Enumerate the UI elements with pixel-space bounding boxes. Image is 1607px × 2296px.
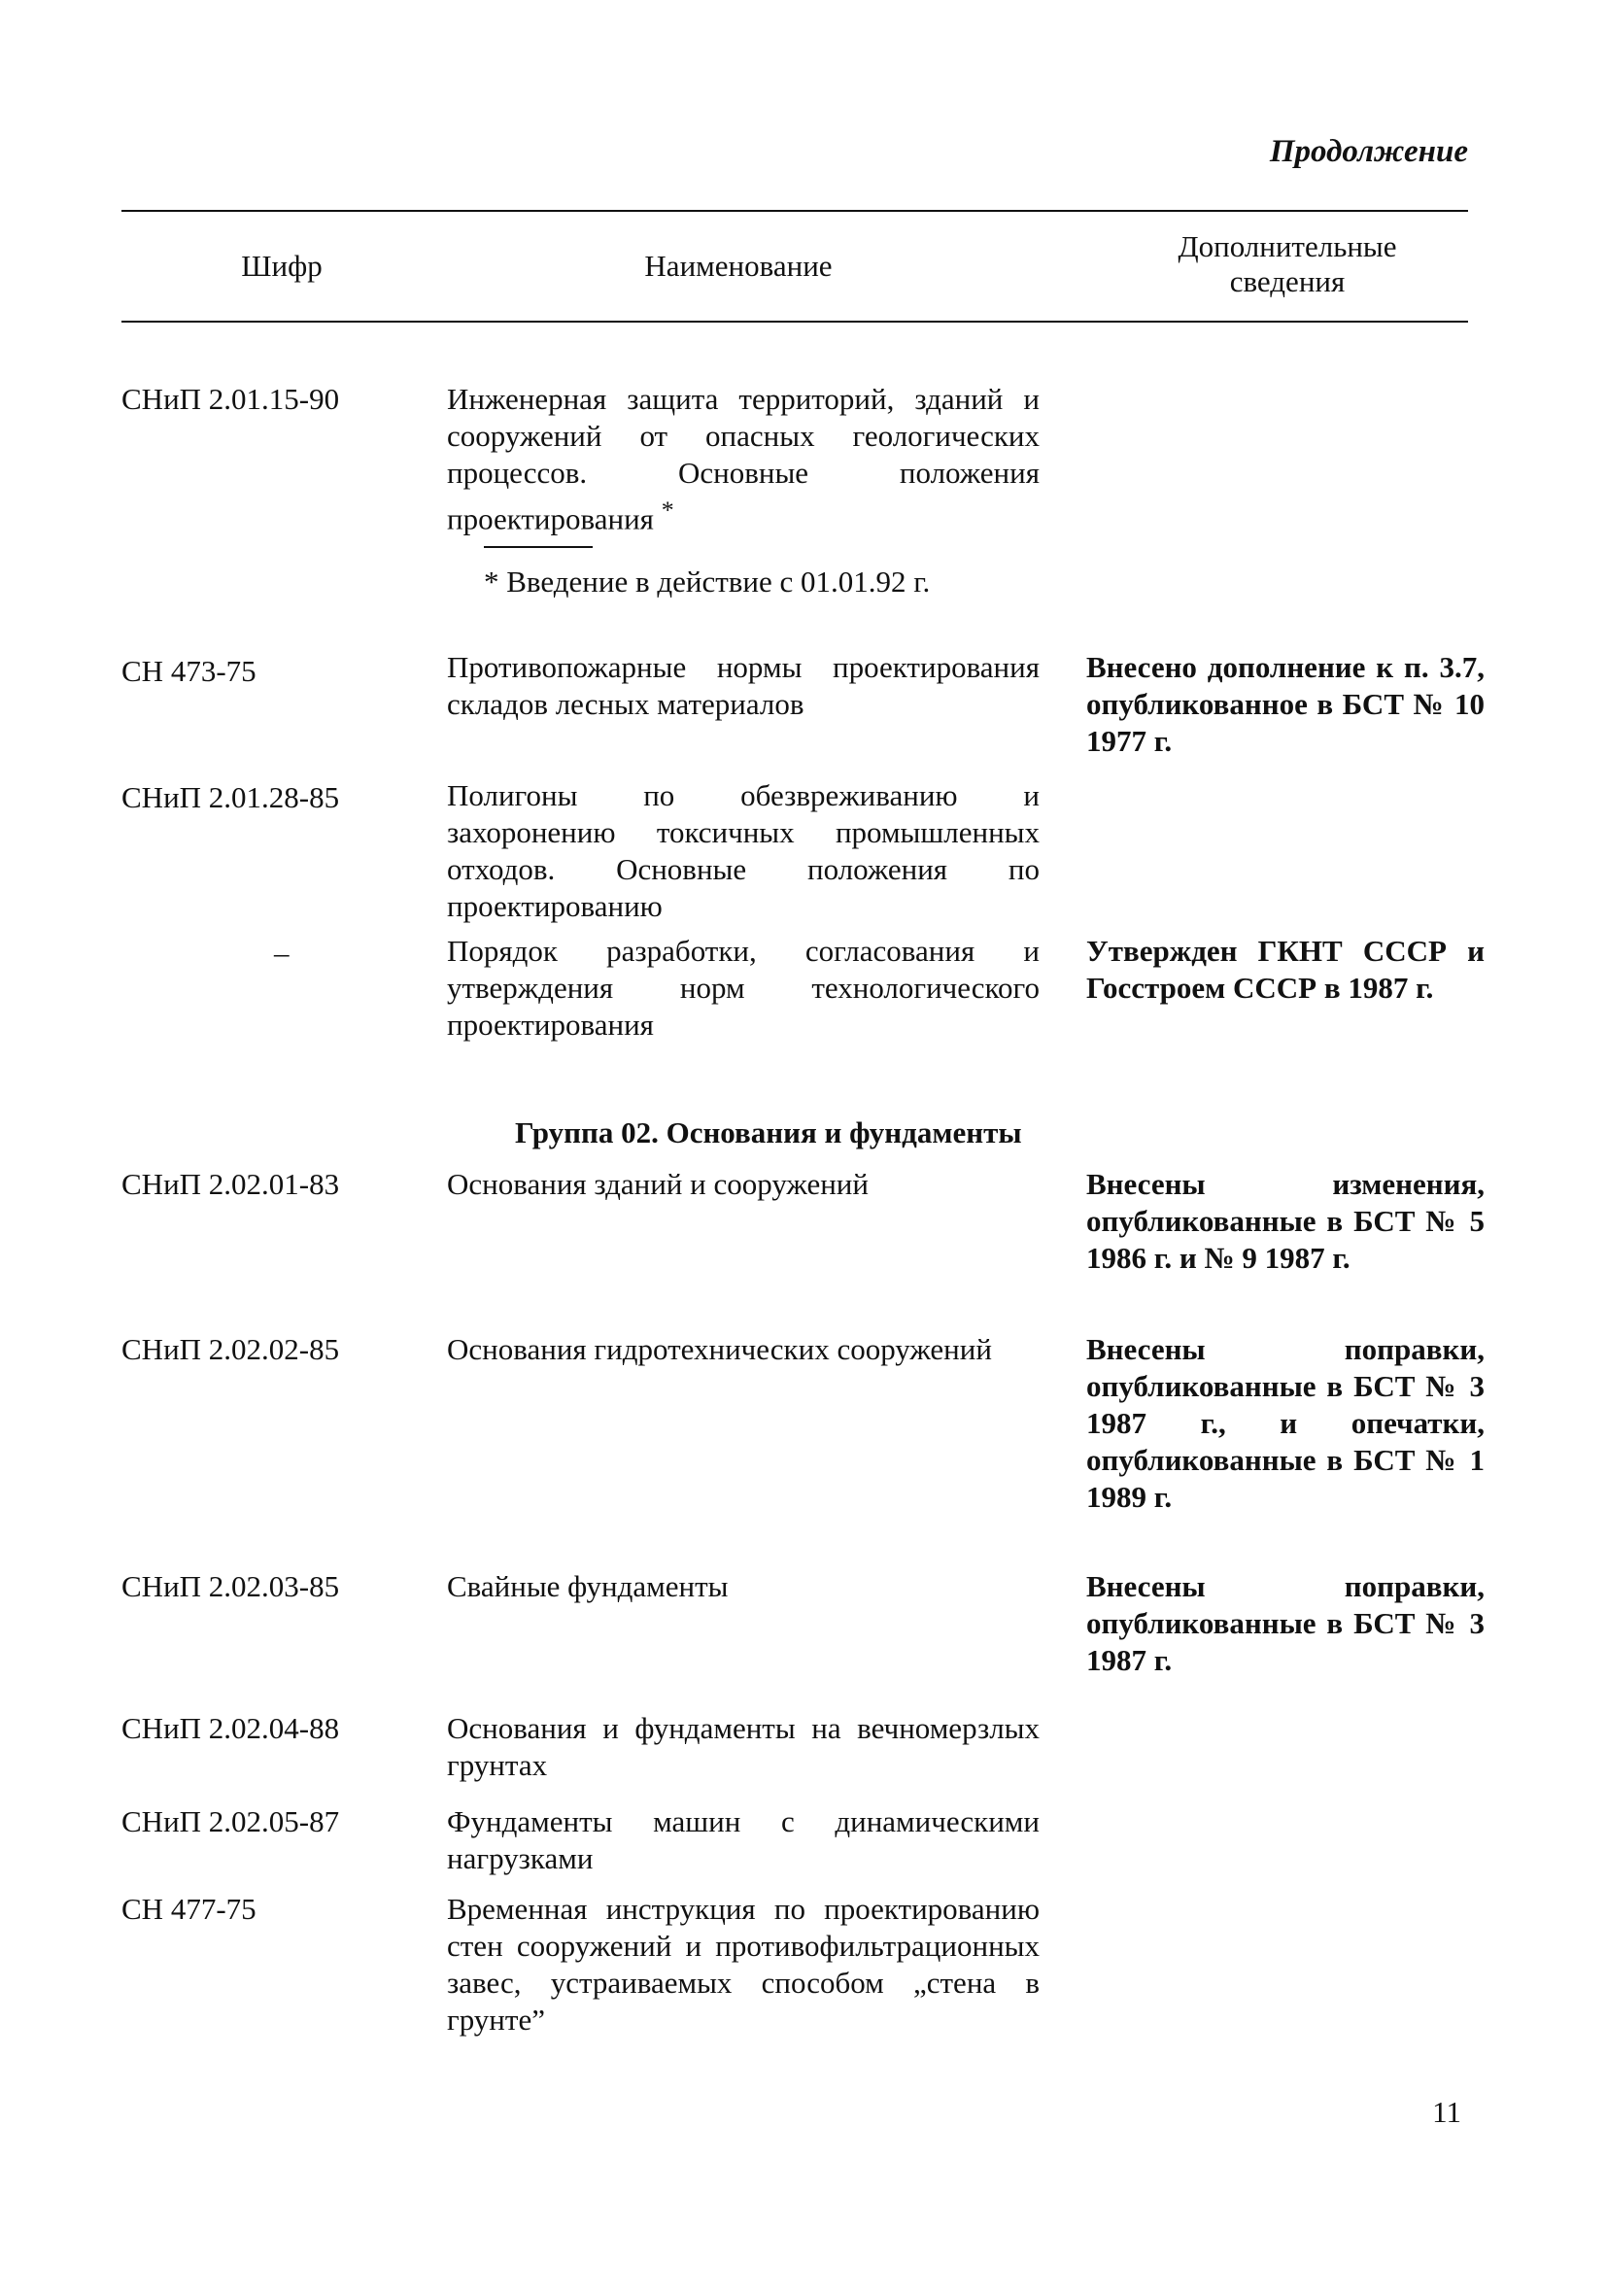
row-extra: Внесено дополнение к п. 3.7, опубликованное в БСТ № 10 1977 г. bbox=[1086, 650, 1485, 758]
table-top-rule bbox=[121, 210, 1468, 212]
row-code: СНиП 2.02.01-83 bbox=[121, 1167, 340, 1201]
footnote-mark: * bbox=[661, 496, 674, 524]
row-extra: Внесены поправки, опубликованные в БСТ № 3 1987 г., и опечатки, опубликованные в БСТ № 1 1989 г. bbox=[1086, 1332, 1485, 1514]
row-name: Порядок разработки, согласования и утверждения норм технологического проектирования bbox=[447, 934, 1040, 1042]
column-header-code: Шифр bbox=[241, 249, 323, 283]
page-number: 11 bbox=[1432, 2095, 1461, 2129]
row-name: Основания гидротехнических сооружений bbox=[447, 1332, 992, 1366]
row-code: СНиП 2.02.02-85 bbox=[121, 1332, 340, 1366]
table-header-rule bbox=[121, 321, 1468, 323]
row-code: СНиП 2.01.15-90 bbox=[121, 382, 340, 416]
row-name: Временная инструкция по проектированию стен сооружений и противофильтрационных завес, устраиваемых способом „стена в грунте” bbox=[447, 1892, 1040, 2037]
row-name: Противопожарные нормы проектирования складов лесных материалов bbox=[447, 650, 1040, 721]
row-extra: Внесены изменения, опубликованные в БСТ № 5 1986 г. и № 9 1987 г. bbox=[1086, 1167, 1485, 1275]
group-title: Группа 02. Основания и фундаменты bbox=[515, 1115, 1022, 1149]
row-extra: Внесены поправки, опубликованные в БСТ № 3 1987 г. bbox=[1086, 1569, 1485, 1677]
column-header-name: Наименование bbox=[644, 249, 833, 283]
row-code: СНиП 2.02.03-85 bbox=[121, 1569, 340, 1603]
row-code: СН 477-75 bbox=[121, 1892, 256, 1926]
row-code: СН 473-75 bbox=[121, 654, 256, 688]
row-name: Фундаменты машин с динамическими нагрузками bbox=[447, 1804, 1040, 1875]
row-name: Свайные фундаменты bbox=[447, 1569, 729, 1603]
row-name: Полигоны по обезвреживанию и захоронению токсичных промышленных отходов. Основные положения по проектированию bbox=[447, 778, 1040, 923]
row-code: СНиП 2.02.05-87 bbox=[121, 1804, 340, 1838]
continuation-label: Продолжение bbox=[1269, 134, 1468, 169]
column-header-extra: Дополнительные сведения bbox=[1178, 229, 1397, 298]
row-code: СНиП 2.01.28-85 bbox=[121, 780, 340, 814]
row-name: Основания и фундаменты на вечномерзлых грунтах bbox=[447, 1711, 1040, 1782]
footnote: * Введение в действие с 01.01.92 г. bbox=[484, 565, 931, 599]
footnote-rule bbox=[484, 546, 593, 548]
row-extra: Утвержден ГКНТ СССР и Госстроем СССР в 1987 г. bbox=[1086, 934, 1485, 1005]
row-name: Основания зданий и сооружений bbox=[447, 1167, 869, 1201]
row-name bbox=[447, 381, 1040, 537]
row-code: – bbox=[274, 936, 290, 970]
row-name-text: Инженерная защита территорий, зданий и сооружений от опасных геологических процессов. Основные положения проектирования bbox=[447, 382, 1040, 536]
row-code: СНиП 2.02.04-88 bbox=[121, 1711, 340, 1745]
